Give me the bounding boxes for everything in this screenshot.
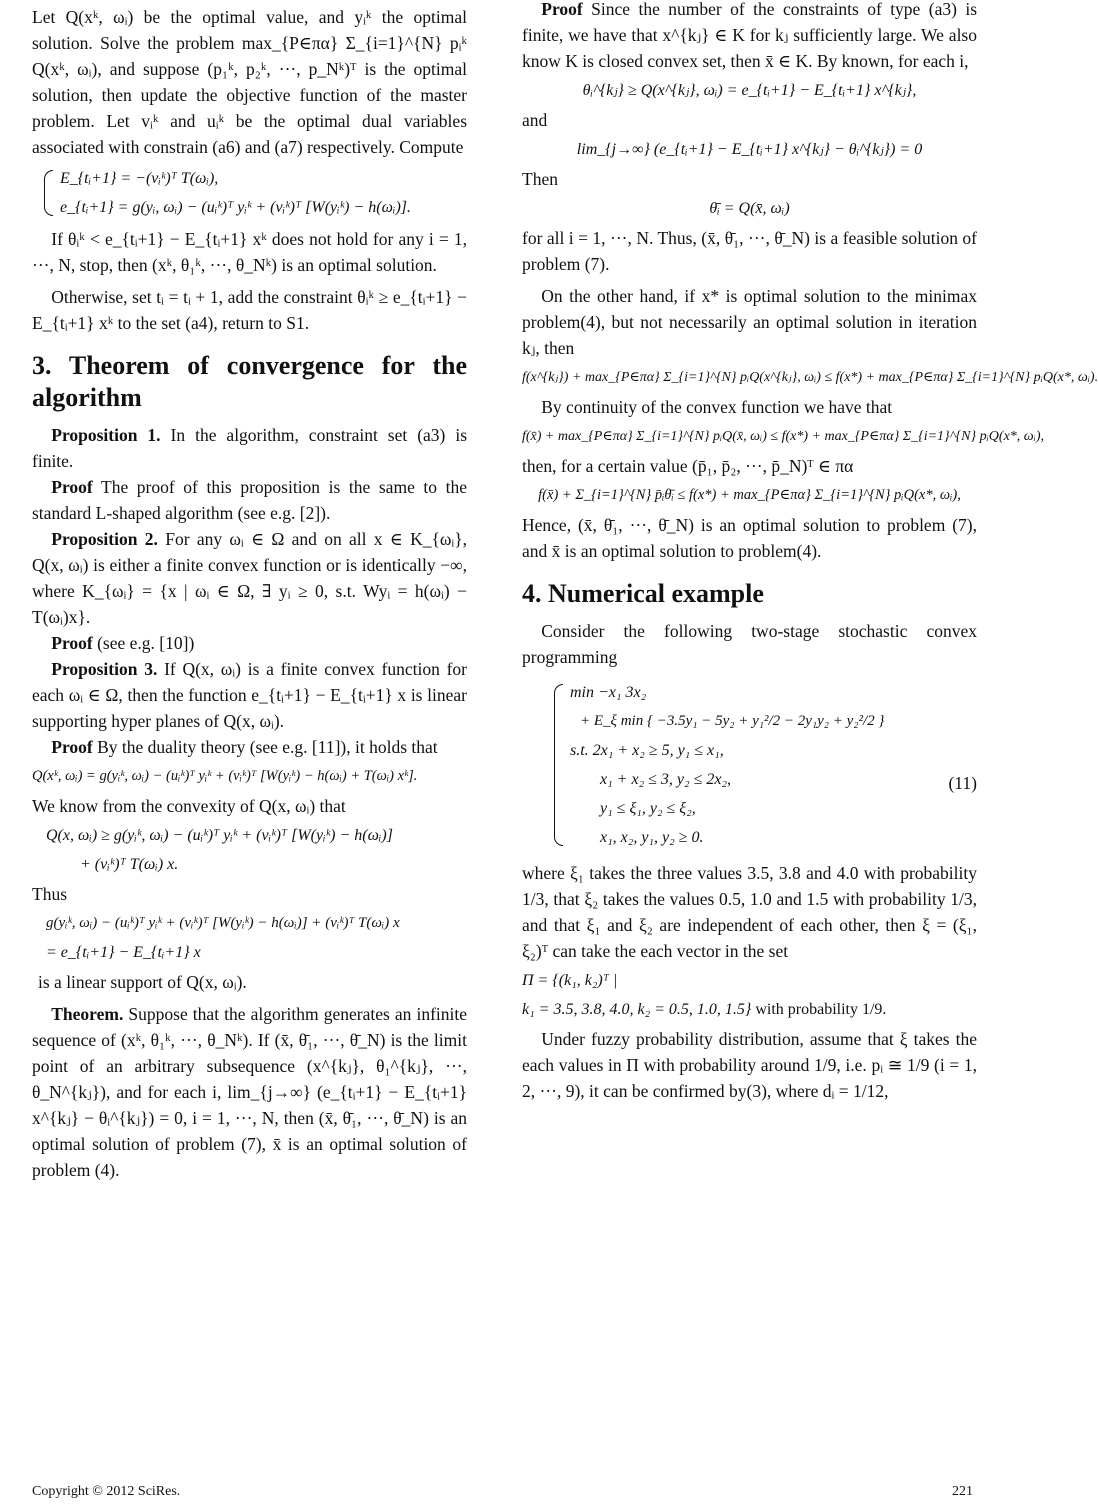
right-column [522,0,1098,1104]
equation-theta-bound: θᵢ^{kⱼ} ≥ Q(x^{kⱼ}, ωᵢ) = e_{tᵢ+1} − E_{tᵢ+1} x^{kⱼ}, [582,82,917,99]
text-then: Then [522,169,558,189]
paragraph-consider: Consider the following two-stage stochastic convex programming [522,621,977,667]
system-constraint-1: s.t. 2x₁ + x₂ ≥ 5, y₁ ≤ x₁, [570,742,724,759]
system-expectation: + E_ξ min { −3.5y₁ − 5y₂ + y₁²/2 − 2y₁y₂ + y₂²/2 } [580,713,885,729]
equation-number-11: (11) [948,773,977,793]
equation-convexity-line1: Q(x, ωᵢ) ≥ g(yᵢᵏ, ωᵢ) − (uᵢᵏ)ᵀ yᵢᵏ + (vᵢᵏ)ᵀ [W(yᵢᵏ) − h(ωᵢ)] [46,827,393,844]
proof-2-text: (see e.g. [10]) [97,633,195,653]
system-constraint-3: y₁ ≤ ξ₁, y₂ ≤ ξ₂, [600,800,696,817]
paragraph-convexity: We know from the convexity of Q(x, ωᵢ) that [32,796,346,816]
paragraph-linear-support: is a linear support of Q(x, ωᵢ). [38,972,247,992]
set-pi-probability: with probability 1/9. [755,1001,887,1018]
theorem-label: Theorem. [51,1004,124,1024]
proof-theorem-label: Proof [541,0,583,19]
proposition-3-text: If Q(x, ωᵢ) is a finite convex function for each ωᵢ ∈ Ω, then the function e_{tᵢ+1} − E_{tᵢ+1} x is linear supporting hyper planes of Q(x, ωᵢ). [32,659,467,731]
system-constraint-4: x₁, x₂, y₁, y₂ ≥ 0. [600,829,704,846]
set-pi-line2 [522,997,977,1022]
proposition-1-text: In the algorithm, constraint set (a3) is finite. [32,425,468,471]
text-and: and [522,110,548,130]
equation-limit: lim_{j→∞} (e_{tᵢ+1} − E_{tᵢ+1} x^{kⱼ} − θᵢ^{kⱼ}) = 0 [576,141,923,158]
equation-minimax-3: f(x̄) + Σ_{i=1}^{N} p̄ᵢθ̄ᵢ ≤ f(x*) + max_{P∈πα} Σ_{i=1}^{N} pᵢQ(x*, ωᵢ), [538,487,961,503]
proposition-2-text: For any ωᵢ ∈ Ω and on all x ∈ K_{ωᵢ}, Q(x, ωᵢ) is either a finite convex function or is identically −∞, where K_{ωᵢ} = {x | ωᵢ ∈ Ω, ∃ yᵢ ≥ 0, s.t. Wyᵢ = h(ωᵢ) − T(ωᵢ)x}. [32,529,468,627]
proof-theorem [522,0,977,74]
proof-3-text: By the duality theory (see e.g. [11]), it holds that [97,737,438,757]
proof-1-text: The proof of this proposition is the same to the standard L-shaped algorithm (see e.g. [2]). [32,477,468,523]
proposition-3-label: Proposition 3. [51,659,158,679]
proof-theorem-text: Since the number of the constraints of type (a3) is finite, we have that x^{kⱼ} ∈ K for kⱼ sufficiently large. We also know K is closed convex set, then x̄ ∈ K. By known, for each i, [522,0,978,71]
paragraph-xi-values: where ξ₁ takes the three values 3.5, 3.8 and 4.0 with probability 1/3, that ξ₂ takes the values 0.5, 1.0 and 1.5 with probability 1/3, and that ξ₁ and ξ₂ are independent of each other, then ξ = (ξ₁, ξ₂)ᵀ can take the each vector in the set [522,863,977,961]
paragraph-fuzzy: Under fuzzy probability distribution, assume that ξ takes the each values in Π with probability around 1/9, i.e. pᵢ ≅ 1/9 (i = 1, 2, ···, 9), it can be confirmed by(3), where dᵢ = 1/12, [522,1029,977,1101]
proposition-1-label: Proposition 1. [51,425,161,445]
paragraph-thus: Thus [32,884,67,904]
paragraph-certain-value: then, for a certain value (p̄₁, p̄₂, ···, p̄_N)ᵀ ∈ πα [522,456,854,476]
footer-copyright: Copyright © 2012 SciRes. [32,1484,181,1499]
proposition-1 [32,422,467,474]
equation-minimax-1: f(x^{kⱼ}) + max_{P∈πα} Σ_{i=1}^{N} pᵢQ(x^{kⱼ}, ωᵢ) ≤ f(x*) + max_{P∈πα} Σ_{i=1}^{N} pᵢQ(x*, ωᵢ). [522,370,1098,385]
theorem-text: Suppose that the algorithm generates an infinite sequence of (xᵏ, θ₁ᵏ, ···, θ_Nᵏ). If (x̄, θ̄₁, ···, θ̄_N) is the limit point of an arbitrary subsequence (x^{kⱼ}, θ₁^{kⱼ}, ···, θ_N^{kⱼ}), and for each i, lim_{j→∞} (e_{tᵢ+1} − E_{tᵢ+1} x^{kⱼ} − θᵢ^{kⱼ}) = 0, i = 1, ···, N, then (x̄, θ̄₁, ···, θ̄_N) is an optimal solution of problem (7), x̄ is an optimal solution of problem (4). [32,1004,467,1180]
set-pi-values: k₁ = 3.5, 3.8, 4.0, k₂ = 0.5, 1.0, 1.5} [522,1001,752,1018]
equation-support-line2: = e_{tᵢ+1} − E_{tᵢ+1} x [46,944,201,961]
section-heading-theorem: 3. Theorem of convergence for the algorithm [32,351,467,412]
left-column [32,0,467,1183]
proposition-2 [32,526,467,630]
system-objective: min −x₁ 3x₂ [570,684,647,701]
paragraph-hence: Hence, (x̄, θ̄₁, ···, θ̄_N) is an optimal solution to problem (7), and x̄ is an optimal solution to problem(4). [522,515,977,561]
proof-1-label: Proof [51,477,93,497]
paragraph-other-hand: On the other hand, if x* is optimal solution to the minimax problem(4), but not necessarily an optimal solution in iteration kⱼ, then [522,286,977,358]
proposition-3 [32,656,467,734]
section-heading-numerical: 4. Numerical example [522,579,764,608]
theorem [32,1001,467,1183]
proof-2 [32,630,467,656]
proof-1 [32,474,467,526]
equation-convexity-line2: + (vᵢᵏ)ᵀ T(ωᵢ) x. [80,856,179,873]
paragraph-otherwise: Otherwise, set tᵢ = tᵢ + 1, add the constraint θᵢᵏ ≥ e_{tᵢ+1} − E_{tᵢ+1} xᵏ to the set (a4), return to S1. [32,287,467,333]
proof-3-label: Proof [51,737,93,757]
equation-duality: Q(xᵏ, ωᵢ) = g(yᵢᵏ, ωᵢ) − (uᵢᵏ)ᵀ yᵢᵏ + (vᵢᵏ)ᵀ [W(yᵢᵏ) − h(ωᵢ) + T(ωᵢ) xᵏ]. [32,768,418,784]
equation-support-line1: g(yᵢᵏ, ωᵢ) − (uᵢᵏ)ᵀ yᵢᵏ + (vᵢᵏ)ᵀ [W(yᵢᵏ) − h(ωᵢ)] + (vᵢᵏ)ᵀ T(ωᵢ) x [46,915,400,931]
set-pi-line1: Π = {(k₁, k₂)ᵀ | [522,972,618,989]
paragraph-feasible: for all i = 1, ···, N. Thus, (x̄, θ̄₁, ···, θ̄_N) is a feasible solution of problem (7). [522,228,977,274]
proof-3 [32,734,467,760]
system-constraint-2: x₁ + x₂ ≤ 3, y₂ ≤ 2x₂, [600,771,732,788]
proposition-2-label: Proposition 2. [51,529,158,549]
equation-system-11 [542,680,977,850]
equation-system-compute [32,166,467,220]
equation-E: E_{tᵢ+1} = −(vᵢᵏ)ᵀ T(ωᵢ), [60,170,219,187]
paragraph-stop-condition: If θᵢᵏ < e_{tᵢ+1} − E_{tᵢ+1} xᵏ does not hold for any i = 1, ···, N, stop, then (xᵏ, θ₁ᵏ, ···, θ_Nᵏ) is an optimal solution. [32,229,467,275]
proof-2-label: Proof [51,633,93,653]
equation-minimax-2: f(x̄) + max_{P∈πα} Σ_{i=1}^{N} pᵢQ(x̄, ωᵢ) ≤ f(x*) + max_{P∈πα} Σ_{i=1}^{N} pᵢQ(x*, ωᵢ), [522,429,1045,444]
paragraph-continuity: By continuity of the convex function we have that [541,397,893,417]
equation-e: e_{tᵢ+1} = g(yᵢ, ωᵢ) − (uᵢᵏ)ᵀ yᵢᵏ + (vᵢᵏ)ᵀ [W(yᵢᵏ) − h(ωᵢ)]. [60,199,411,216]
equation-theta-bar: θ̄ᵢ = Q(x̄, ωᵢ) [709,200,790,217]
footer-page-number: 221 [952,1484,973,1499]
paragraph-compute: Let Q(xᵏ, ωᵢ) be the optimal value, and yᵢᵏ the optimal solution. Solve the problem max_{P∈πα} Σ_{i=1}^{N} pᵢᵏ Q(xᵏ, ωᵢ), and suppose (p₁ᵏ, p₂ᵏ, ···, p_Nᵏ)ᵀ is the optimal solution, then update the objective function of the master problem. Let vᵢᵏ and uᵢᵏ be the optimal dual variables associated with constrain (a6) and (a7) respectively. Compute [32,7,467,157]
